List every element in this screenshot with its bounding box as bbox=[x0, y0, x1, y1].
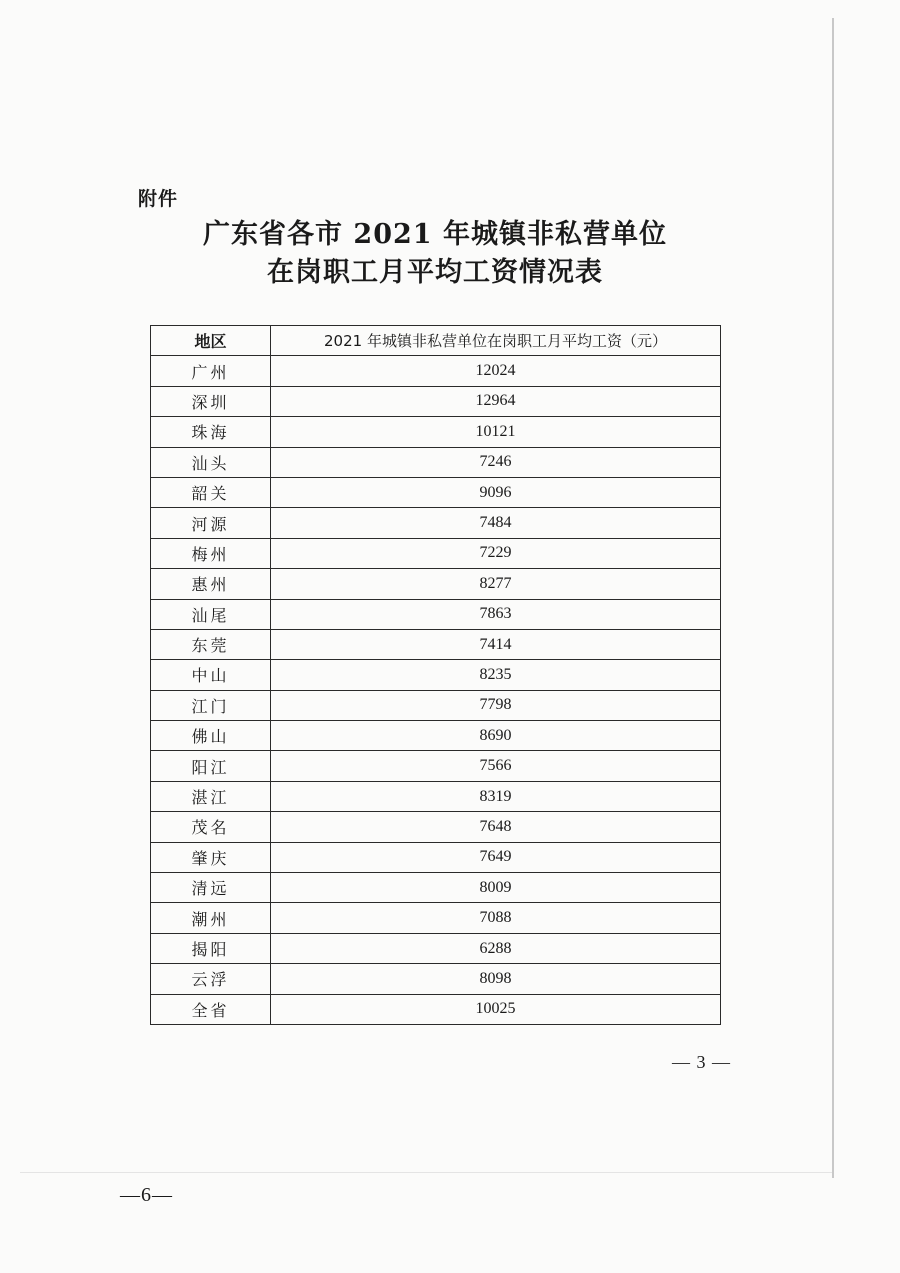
region-cell: 深圳 bbox=[151, 386, 271, 416]
wage-cell: 7229 bbox=[271, 538, 721, 568]
region-cell: 揭阳 bbox=[151, 933, 271, 963]
table-row bbox=[151, 721, 721, 751]
region-cell: 江门 bbox=[151, 690, 271, 720]
wage-cell: 7484 bbox=[271, 508, 721, 538]
page-title bbox=[150, 216, 720, 292]
wage-cell: 7246 bbox=[271, 447, 721, 477]
table-row bbox=[151, 690, 721, 720]
wage-cell: 8690 bbox=[271, 721, 721, 751]
wage-cell: 12964 bbox=[271, 386, 721, 416]
table-row bbox=[151, 599, 721, 629]
wage-cell: 7648 bbox=[271, 812, 721, 842]
region-cell: 广州 bbox=[151, 356, 271, 386]
region-cell: 汕尾 bbox=[151, 599, 271, 629]
table-row bbox=[151, 903, 721, 933]
wage-cell: 12024 bbox=[271, 356, 721, 386]
wage-cell: 8277 bbox=[271, 569, 721, 599]
table-row bbox=[151, 447, 721, 477]
wage-cell: 8235 bbox=[271, 660, 721, 690]
region-cell: 茂名 bbox=[151, 812, 271, 842]
wage-cell: 9096 bbox=[271, 477, 721, 507]
table-row bbox=[151, 660, 721, 690]
title-line-1: 广东省各市 2021 年城镇非私营单位 bbox=[203, 219, 667, 250]
table-row bbox=[151, 812, 721, 842]
wage-cell: 8098 bbox=[271, 964, 721, 994]
table-row bbox=[151, 933, 721, 963]
table-row bbox=[151, 629, 721, 659]
region-cell: 湛江 bbox=[151, 781, 271, 811]
table-row bbox=[151, 569, 721, 599]
wage-cell: 7863 bbox=[271, 599, 721, 629]
table-row bbox=[151, 477, 721, 507]
wage-cell: 7649 bbox=[271, 842, 721, 872]
header-wage: 2021 年城镇非私营单位在岗职工月平均工资（元） bbox=[271, 326, 721, 356]
table-body bbox=[151, 356, 721, 1025]
region-cell: 珠海 bbox=[151, 417, 271, 447]
region-cell: 中山 bbox=[151, 660, 271, 690]
wage-cell: 10025 bbox=[271, 994, 721, 1024]
region-cell: 惠州 bbox=[151, 569, 271, 599]
page-number-outer: —6— bbox=[120, 1184, 173, 1206]
region-cell: 梅州 bbox=[151, 538, 271, 568]
region-cell: 韶关 bbox=[151, 477, 271, 507]
table-row bbox=[151, 964, 721, 994]
table-row bbox=[151, 508, 721, 538]
region-cell: 佛山 bbox=[151, 721, 271, 751]
wage-cell: 7798 bbox=[271, 690, 721, 720]
page-edge bbox=[20, 1172, 832, 1173]
table-row bbox=[151, 873, 721, 903]
region-cell: 阳江 bbox=[151, 751, 271, 781]
region-cell: 河源 bbox=[151, 508, 271, 538]
table-row bbox=[151, 751, 721, 781]
table-row bbox=[151, 417, 721, 447]
region-cell: 全省 bbox=[151, 994, 271, 1024]
table-header-row bbox=[151, 326, 721, 356]
region-cell: 云浮 bbox=[151, 964, 271, 994]
table-row bbox=[151, 356, 721, 386]
wage-cell: 8009 bbox=[271, 873, 721, 903]
region-cell: 清远 bbox=[151, 873, 271, 903]
region-cell: 肇庆 bbox=[151, 842, 271, 872]
region-cell: 汕头 bbox=[151, 447, 271, 477]
table-row bbox=[151, 842, 721, 872]
region-cell: 东莞 bbox=[151, 629, 271, 659]
table-row bbox=[151, 781, 721, 811]
page-edge bbox=[832, 18, 834, 1178]
page-number-inner: — 3 — bbox=[672, 1052, 731, 1072]
wage-cell: 10121 bbox=[271, 417, 721, 447]
wage-cell: 6288 bbox=[271, 933, 721, 963]
wage-cell: 8319 bbox=[271, 781, 721, 811]
table-row bbox=[151, 538, 721, 568]
wage-cell: 7088 bbox=[271, 903, 721, 933]
wage-cell: 7566 bbox=[271, 751, 721, 781]
wage-table bbox=[150, 325, 721, 1025]
region-cell: 潮州 bbox=[151, 903, 271, 933]
wage-cell: 7414 bbox=[271, 629, 721, 659]
attachment-label: 附件 bbox=[138, 188, 179, 210]
title-line-2: 在岗职工月平均工资情况表 bbox=[267, 257, 603, 288]
table-row bbox=[151, 994, 721, 1024]
header-region: 地区 bbox=[151, 326, 271, 356]
table-row bbox=[151, 386, 721, 416]
